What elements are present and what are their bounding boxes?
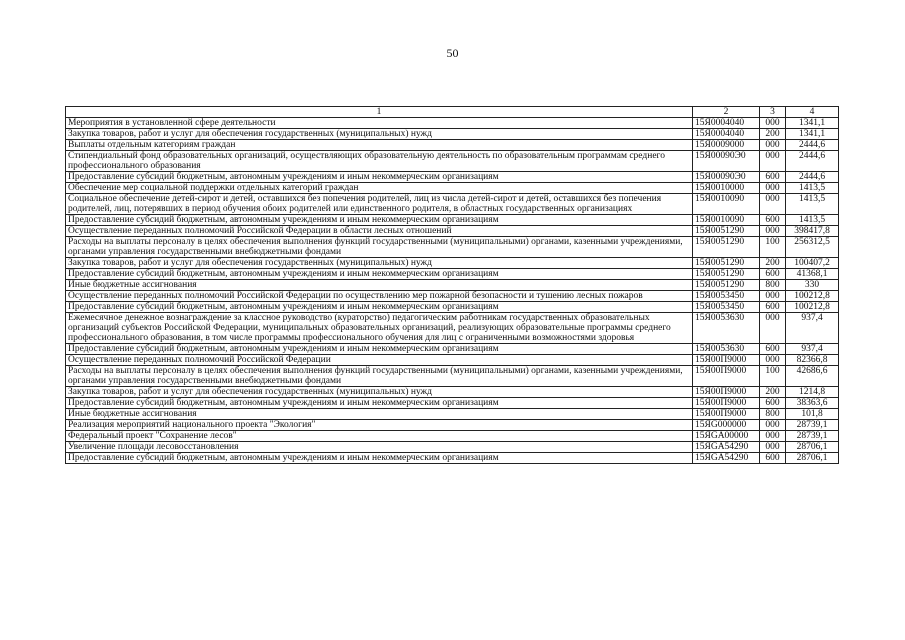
table-row — [66, 453, 839, 464]
cell-code: 15Я00П9000 — [693, 355, 760, 366]
cell-type: 600 — [760, 172, 786, 183]
header-code: 2 — [693, 107, 760, 118]
cell-type: 200 — [760, 258, 786, 269]
cell-type: 000 — [760, 442, 786, 453]
cell-sum: 2444,6 — [786, 140, 839, 151]
cell-name: Осуществление переданных полномочий Российской Федерации в области лесных отношений — [66, 226, 693, 237]
cell-name: Ежемесячное денежное вознаграждение за классное руководство (кураторство) педагогическим работникам государственных образовательных организаций субъектов Российской Федерации, муниципальных образовательных организаций, реализующих образовательные программы среднего профессионального образования, в том числе программы профессионального обучения для лиц с ограниченными возможностями здоровья — [66, 313, 693, 344]
cell-name: Предоставление субсидий бюджетным, автономным учреждениям и иным некоммерческим организациям — [66, 344, 693, 355]
table-row — [66, 215, 839, 226]
cell-name: Предоставление субсидий бюджетным, автономным учреждениям и иным некоммерческим организациям — [66, 172, 693, 183]
cell-sum: 2444,6 — [786, 172, 839, 183]
cell-name: Иные бюджетные ассигнования — [66, 409, 693, 420]
cell-sum: 398417,8 — [786, 226, 839, 237]
cell-sum: 937,4 — [786, 313, 839, 344]
cell-type: 000 — [760, 194, 786, 215]
cell-type: 000 — [760, 420, 786, 431]
cell-sum: 100407,2 — [786, 258, 839, 269]
cell-type: 600 — [760, 344, 786, 355]
cell-code: 15Я0053450 — [693, 302, 760, 313]
cell-code: 15Я0004040 — [693, 118, 760, 129]
cell-sum: 1214,8 — [786, 387, 839, 398]
cell-sum: 38363,6 — [786, 398, 839, 409]
table-row — [66, 344, 839, 355]
cell-code: 15Я00П9000 — [693, 366, 760, 387]
cell-sum: 330 — [786, 280, 839, 291]
cell-type: 600 — [760, 269, 786, 280]
header-type: 3 — [760, 107, 786, 118]
cell-sum: 1341,1 — [786, 118, 839, 129]
cell-type: 000 — [760, 118, 786, 129]
table-row — [66, 258, 839, 269]
page-number: 50 — [446, 46, 459, 60]
cell-name: Выплаты отдельным категориям граждан — [66, 140, 693, 151]
cell-code: 15Я00090Э0 — [693, 151, 760, 172]
cell-code: 15Я00090Э0 — [693, 172, 760, 183]
cell-type: 000 — [760, 313, 786, 344]
cell-name: Предоставление субсидий бюджетным, автономным учреждениям и иным некоммерческим организациям — [66, 302, 693, 313]
cell-name: Стипендиальный фонд образовательных организаций, осуществляющих образовательную деятельность по образовательным программам среднего профессионального образования — [66, 151, 693, 172]
cell-name: Осуществление переданных полномочий Российской Федерации по осуществлению мер пожарной безопасности и тушению лесных пожаров — [66, 291, 693, 302]
cell-name: Расходы на выплаты персоналу в целях обеспечения выполнения функций государственными (муниципальными) органами, казенными учреждениями, органами управления государственными внебюджетными фондами — [66, 366, 693, 387]
cell-code: 15Я00П9000 — [693, 387, 760, 398]
table-row — [66, 151, 839, 172]
cell-sum: 256312,5 — [786, 237, 839, 258]
cell-type: 600 — [760, 453, 786, 464]
cell-name: Мероприятия в установленной сфере деятельности — [66, 118, 693, 129]
table-row — [66, 420, 839, 431]
table-row — [66, 291, 839, 302]
cell-code: 15Я00П9000 — [693, 409, 760, 420]
cell-code: 15ЯGA54290 — [693, 442, 760, 453]
cell-name: Предоставление субсидий бюджетным, автономным учреждениям и иным некоммерческим организациям — [66, 269, 693, 280]
cell-sum: 2444,6 — [786, 151, 839, 172]
table-row — [66, 355, 839, 366]
cell-type: 000 — [760, 355, 786, 366]
table-row — [66, 387, 839, 398]
cell-type: 600 — [760, 215, 786, 226]
table-body — [66, 118, 839, 464]
cell-type: 100 — [760, 366, 786, 387]
cell-sum: 28706,1 — [786, 442, 839, 453]
table-row — [66, 280, 839, 291]
cell-name: Осуществление переданных полномочий Российской Федерации — [66, 355, 693, 366]
cell-sum: 1413,5 — [786, 215, 839, 226]
table-row — [66, 442, 839, 453]
cell-type: 000 — [760, 226, 786, 237]
table-row — [66, 431, 839, 442]
cell-code: 15Я0053450 — [693, 291, 760, 302]
cell-name: Социальное обеспечение детей-сирот и детей, оставшихся без попечения родителей, лиц из числа детей-сирот и детей, оставшихся без попечения родителей, лиц, потерявших в период обучения обоих родителей или единственного родителя, в областных государственных организациях — [66, 194, 693, 215]
cell-name: Предоставление субсидий бюджетным, автономным учреждениям и иным некоммерческим организациям — [66, 453, 693, 464]
cell-type: 100 — [760, 237, 786, 258]
header-sum: 4 — [786, 107, 839, 118]
cell-name: Закупка товаров, работ и услуг для обеспечения государственных (муниципальных) нужд — [66, 387, 693, 398]
cell-type: 800 — [760, 280, 786, 291]
table-row — [66, 226, 839, 237]
cell-code: 15Я0051290 — [693, 269, 760, 280]
cell-name: Закупка товаров, работ и услуг для обеспечения государственных (муниципальных) нужд — [66, 258, 693, 269]
cell-type: 200 — [760, 387, 786, 398]
cell-code: 15Я0009000 — [693, 140, 760, 151]
cell-type: 600 — [760, 302, 786, 313]
table-row — [66, 129, 839, 140]
table-row — [66, 409, 839, 420]
table-row — [66, 366, 839, 387]
table-row — [66, 172, 839, 183]
cell-sum: 1413,5 — [786, 194, 839, 215]
cell-type: 000 — [760, 431, 786, 442]
cell-sum: 41368,1 — [786, 269, 839, 280]
cell-sum: 100212,8 — [786, 302, 839, 313]
cell-code: 15ЯGA54290 — [693, 453, 760, 464]
cell-type: 000 — [760, 183, 786, 194]
table-row — [66, 118, 839, 129]
cell-name: Предоставление субсидий бюджетным, автономным учреждениям и иным некоммерческим организациям — [66, 215, 693, 226]
cell-sum: 28739,1 — [786, 431, 839, 442]
table-row — [66, 140, 839, 151]
cell-code: 15Я0010090 — [693, 215, 760, 226]
cell-sum: 101,8 — [786, 409, 839, 420]
table-row — [66, 194, 839, 215]
cell-type: 800 — [760, 409, 786, 420]
cell-sum: 82366,8 — [786, 355, 839, 366]
header-name: 1 — [66, 107, 693, 118]
cell-sum: 28739,1 — [786, 420, 839, 431]
cell-sum: 42686,6 — [786, 366, 839, 387]
cell-code: 15Я0053630 — [693, 313, 760, 344]
cell-type: 600 — [760, 398, 786, 409]
cell-name: Закупка товаров, работ и услуг для обеспечения государственных (муниципальных) нужд — [66, 129, 693, 140]
header-row — [66, 107, 839, 118]
cell-code: 15Я0010090 — [693, 194, 760, 215]
table-row — [66, 269, 839, 280]
cell-sum: 100212,8 — [786, 291, 839, 302]
cell-name: Федеральный проект "Сохранение лесов" — [66, 431, 693, 442]
cell-code: 15Я0051290 — [693, 258, 760, 269]
cell-name: Предоставление субсидий бюджетным, автономным учреждениям и иным некоммерческим организациям — [66, 398, 693, 409]
table-row — [66, 313, 839, 344]
cell-code: 15Я0051290 — [693, 237, 760, 258]
cell-type: 000 — [760, 291, 786, 302]
table-row — [66, 183, 839, 194]
cell-code: 15ЯG000000 — [693, 420, 760, 431]
cell-name: Обеспечение мер социальной поддержки отдельных категорий граждан — [66, 183, 693, 194]
cell-sum: 1413,5 — [786, 183, 839, 194]
cell-type: 000 — [760, 151, 786, 172]
cell-sum: 937,4 — [786, 344, 839, 355]
budget-table — [65, 106, 839, 464]
cell-name: Увеличение площади лесовосстановления — [66, 442, 693, 453]
cell-code: 15Я0004040 — [693, 129, 760, 140]
cell-code: 15Я0010000 — [693, 183, 760, 194]
cell-sum: 28706,1 — [786, 453, 839, 464]
cell-type: 000 — [760, 140, 786, 151]
cell-code: 15ЯGA00000 — [693, 431, 760, 442]
cell-code: 15Я0051290 — [693, 226, 760, 237]
cell-type: 200 — [760, 129, 786, 140]
cell-code: 15Я0051290 — [693, 280, 760, 291]
table-row — [66, 302, 839, 313]
table-row — [66, 398, 839, 409]
cell-name: Иные бюджетные ассигнования — [66, 280, 693, 291]
cell-name: Расходы на выплаты персоналу в целях обеспечения выполнения функций государственными (муниципальными) органами, казенными учреждениями, органами управления государственными внебюджетными фондами — [66, 237, 693, 258]
cell-name: Реализация мероприятий национального проекта "Экология" — [66, 420, 693, 431]
table-row — [66, 237, 839, 258]
cell-code: 15Я0053630 — [693, 344, 760, 355]
cell-code: 15Я00П9000 — [693, 398, 760, 409]
cell-sum: 1341,1 — [786, 129, 839, 140]
table-header — [66, 107, 839, 118]
